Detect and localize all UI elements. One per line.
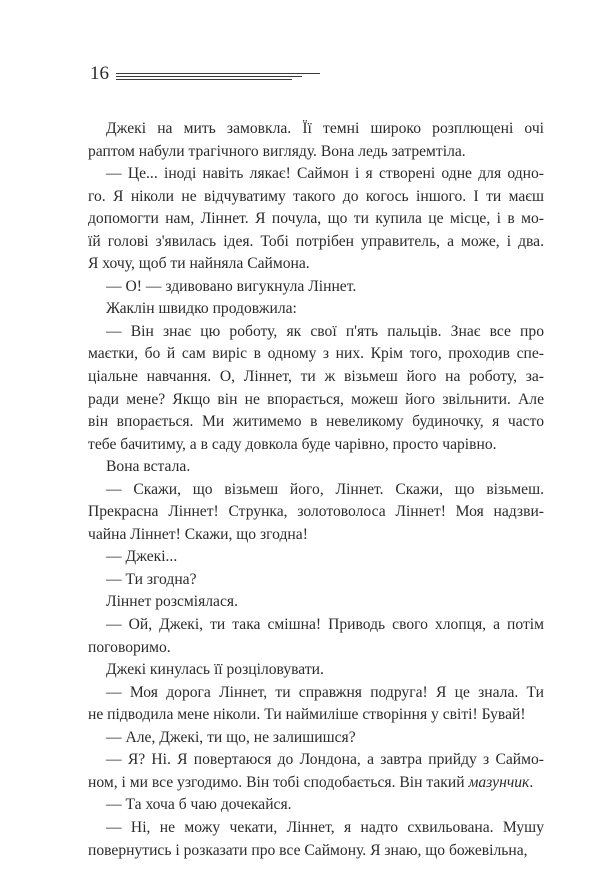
text-segment: . [529,773,534,791]
text-line: поговоримо. [88,638,171,656]
text-line: Жаклін швидко продовжила: [106,300,297,318]
text-line: Прекрасна Ліннет! Струнка, золотоволоса Ліннет! Моя надзви- [88,503,544,521]
text-line: чайна Ліннет! Скажи, що згодна! [88,525,308,543]
text-line: ціальне навчання. О, Ліннет, ти ж візьмеш його на роботу, за- [88,368,544,386]
page-number: 16 [90,63,109,84]
text-line: Ліннет розсміялася. [106,593,238,611]
text-line: — Це... іноді навіть лякає! Саймон і я створені одне для одно- [106,165,544,183]
text-line-with-italic [88,772,544,795]
text-line: повернутись і розказати про все Саймону. Я знаю, що божевільна, [88,841,528,859]
text-line: їй голові з'явилась ідея. Тобі потрібен управитель, а може, і два. [88,232,544,250]
text-line: — Та хоча б чаю дочекайся. [106,796,292,814]
text-line: раптом набули трагічного вигляду. Вона ледь затремтіла. [88,142,466,160]
text-line: го. Я ніколи не відчуватиму такого до когось іншого. І ти маєш [88,187,544,205]
text-line: — Він знає цю роботу, як свої п'ять пальців. Знає все про [106,322,544,340]
text-line: не підводила мене ніколи. Ти наймиліше створіння у світі! Бувай! [88,706,526,724]
text-line: Я хочу, щоб ти найняла Саймона. [88,255,310,273]
text-line: — Я? Ні. Я повертаюся до Лондона, а завтра прийду з Саймо- [106,751,544,769]
text-line: — О! — здивовано вигукнула Ліннет. [106,277,357,295]
text-line: — Ой, Джекі, ти така смішна! Приводь свого хлопця, а потім [106,616,544,634]
text-line: він впорається. Ми житимемо в невеликому будиночку, я часто [88,413,544,431]
text-line: Вона встала. [106,458,191,476]
text-line: маєтки, бо й сам виріс в одному з них. Крім того, проходив спе- [88,345,544,363]
header-rule [116,79,292,80]
italic-word: мазунчик [468,773,530,791]
body-text [88,118,544,862]
text-line: — Джекі... [106,548,178,566]
header-rule [116,76,302,77]
text-line: — Ти згодна? [106,570,197,588]
text-line: Джекі на мить замовкла. Її темні широко розплющені очі [106,120,544,137]
text-segment: ном, і ми все узгодимо. Він тобі сподобається. Він такий [88,773,469,791]
text-line: допомогти нам, Ліннет. Я почула, що ти купила це місце, і в мо- [88,210,544,228]
header-rule [116,73,320,74]
text-line: — Моя дорога Ліннет, ти справжня подруга! Я це знала. Ти [106,683,544,701]
text-line: тебе бачитиму, а в саду довкола буде чарівно, просто чарівно. [88,435,497,453]
text-line: — Ні, не можу чекати, Ліннет, я надто схвильована. Мушу [106,818,544,836]
text-line: — Скажи, що візьмеш його, Ліннет. Скажи, що візьмеш. [106,480,544,498]
page-header [90,62,330,86]
text-line: — Але, Джекі, ти що, не залишишся? [106,728,356,746]
text-line: ради мене? Якщо він не впорається, можеш його звільнити. Але [88,390,544,408]
text-line: Джекі кинулась її розцiловувати. [106,661,324,679]
